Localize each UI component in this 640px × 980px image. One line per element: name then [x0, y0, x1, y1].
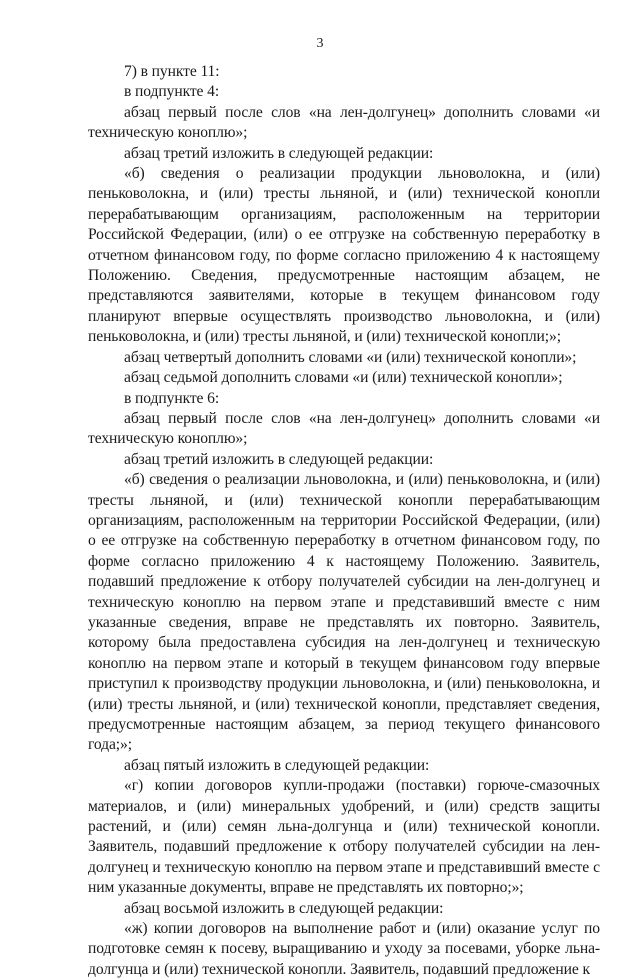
paragraph: абзац третий изложить в следующей редакции: — [124, 450, 434, 468]
paragraph: абзац пятый изложить в следующей редакции: — [124, 756, 430, 774]
paragraph: абзац четвертый дополнить словами «и (или) технической конопли»; — [124, 348, 577, 366]
paragraph: 7) в пункте 11: — [124, 63, 220, 80]
paragraph: «г) копии договоров купли-продажи (поставки) горюче-смазочных материалов, и (или) минеральных удобрений, и (или) средств защиты растений, и (или) семян льна-долгунца и (или) технической конопли. Заявитель, подавший предложение к отбору получателей субсидии на лен-долгунец и техническую коноплю на первом этапе и представивший вместе с ним указанные документы, вправе не представлять их повторно;»; — [88, 777, 600, 897]
paragraph: абзац первый после слов «на лен-долгунец» дополнить словами «и техническую коноплю»; — [88, 409, 600, 448]
page-number: 3 — [316, 36, 324, 51]
paragraph: абзац третий изложить в следующей редакции: — [124, 144, 434, 162]
paragraph: абзац седьмой дополнить словами «и (или) технической конопли»; — [124, 369, 563, 387]
paragraph: «ж) копии договоров на выполнение работ и (или) оказание услуг по подготовке семян к посеву, выращиванию и уходу за посевами, уборке льна-долгунца и (или) технической конопли. Заявитель, подавший предложение к — [88, 920, 600, 978]
document-body — [88, 62, 600, 980]
paragraph: в подпункте 4: — [124, 83, 220, 101]
paragraph: «б) сведения о реализации льноволокна, и (или) пеньковолокна, и (или) тресты льняной, и (или) технической конопли перерабатывающим организациям, расположенным на территории Российской Федерации, (или) о ее отгрузке на собственную переработку в отчетном финансовом году, по форме согласно приложению 4 к настоящему Положению. Заявитель, подавший предложение к отбору получателей субсидии на лен-долгунец и техническую коноплю на первом этапе и представивший вместе с ним указанные сведения, вправе не представлять их повторно. Заявитель, которому была предоставлена субсидия на лен-долгунец и техническую коноплю на первом этапе и который в текущем финансовом году впервые приступил к производству продукции льноволокна, и (или) пеньковолокна, и (или) тресты льняной, и (или) технической конопли, представляет сведения, предусмотренные настоящим абзацем, за период текущего финансового года;»; — [88, 471, 600, 754]
paragraph: «б) сведения о реализации продукции льноволокна, и (или) пеньковолокна, и (или) тресты льняной, и (или) технической конопли перерабатывающим организациям, расположенным на территории Российской Федерации, (или) о ее отгрузке на собственную переработку в отчетном финансовом году, по форме согласно приложению 4 к настоящему Положению. Сведения, предусмотренные настоящим абзацем, не представляются заявителями, которые в текущем финансовом году планируют впервые осуществлять производство льноволокна, и (или) пеньковолокна, и (или) тресты льняной, и (или) технической конопли;»; — [88, 165, 600, 346]
paragraph: абзац восьмой изложить в следующей редакции: — [124, 899, 444, 917]
paragraph: в подпункте 6: — [124, 389, 220, 407]
paragraph: абзац первый после слов «на лен-долгунец» дополнить словами «и техническую коноплю»; — [88, 103, 600, 142]
